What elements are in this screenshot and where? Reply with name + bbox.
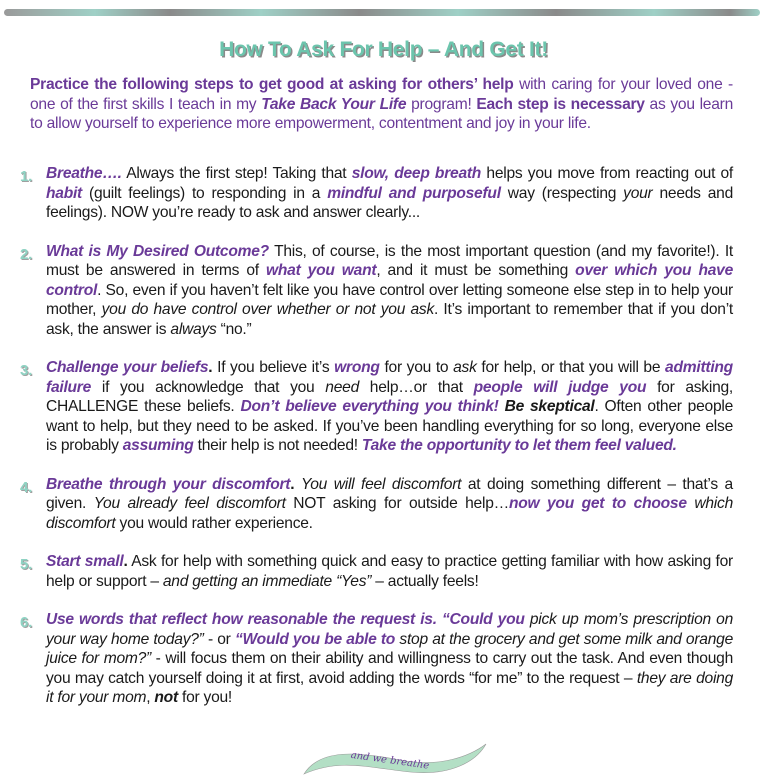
emphasis-text: admitting failure <box>46 359 733 396</box>
body-text: NOT asking for outside help… <box>285 495 509 512</box>
emphasis-text: “Would you be able to <box>234 630 396 648</box>
body-text: . So, even if you haven’t felt like you have control over letting someone else step in to help your mother, <box>46 281 733 318</box>
italic-text: which discomfort <box>46 495 733 532</box>
body-text: - or <box>203 630 235 648</box>
body-text: for you! <box>177 689 232 706</box>
and-we-breathe-logo <box>300 738 490 778</box>
emphasis-text: wrong <box>334 359 380 376</box>
step-item <box>0 475 733 534</box>
step-number: 5. <box>20 556 33 573</box>
body-text: for help, or that you will be <box>476 359 666 376</box>
emphasis-text: Breathe through your discomfort <box>46 475 291 493</box>
body-text: helps you move from reacting out of <box>481 165 734 182</box>
emphasis-text: habit <box>46 184 82 202</box>
body-text: (guilt feelings) to responding in a <box>82 184 328 202</box>
emphasis-text: Take Back Your Life <box>261 95 407 113</box>
body-text: , and it must be something <box>376 262 576 279</box>
emphasis-text: Take the opportunity to let them feel valued. <box>361 437 677 454</box>
body-text: you would rather experience. <box>115 514 313 532</box>
body-text: with caring for your loved one - one of the first skills I teach in my <box>30 76 733 113</box>
italic-text: ask <box>453 359 477 376</box>
intro-paragraph <box>30 75 733 134</box>
body-text: - will focus them on their ability and willingness to carry out the task. And even though you may catch yourself doing it at first, avoid adding the words “for me” to the request – <box>46 650 733 687</box>
decorative-top-bar <box>4 9 760 16</box>
emphasis-text: Practice the following steps to get good at asking for others’ help <box>30 76 514 93</box>
body-text: Always the first step! Taking that <box>121 165 352 182</box>
body-text: help…or that <box>359 378 474 396</box>
step-item <box>0 610 733 708</box>
emphasis-text: What is My Desired Outcome? <box>46 242 269 260</box>
emphasis-text: Each step is necessary <box>476 95 645 113</box>
italic-text: you do have control over whether or not you ask <box>101 301 434 318</box>
italic-text: your <box>623 184 653 202</box>
body-text <box>294 476 301 493</box>
body-text: for you to <box>379 359 454 376</box>
italic-text: always <box>170 320 217 338</box>
body-text: needs and feelings). NOW you’re ready to ask and answer clearly... <box>46 184 733 221</box>
emphasis-text: “Could you <box>441 611 525 628</box>
svg-text:and we breathe: and we breathe <box>350 749 430 772</box>
emphasis-text: Be skeptical <box>504 398 595 415</box>
italic-text: need <box>325 378 359 396</box>
step-item <box>0 242 733 340</box>
body-text: as you learn to allow yourself to experience more empowerment, contentment and joy in your life. <box>30 95 733 132</box>
emphasis-text: . <box>208 359 213 376</box>
step-number: 6. <box>20 614 33 631</box>
body-text: . It’s important to remember that if you don’t ask, the answer is <box>46 301 733 338</box>
step-number: 3. <box>20 362 33 379</box>
body-text: way (respecting <box>500 184 624 202</box>
body-text: at doing something different – that’s a given. <box>46 475 733 512</box>
body-text: – actually feels! <box>371 572 479 590</box>
body-text: This, of course, is the most important question (and my favorite!). It must be answered in terms of <box>46 242 733 279</box>
emphasis-text: not <box>154 689 178 706</box>
step-item <box>0 358 733 456</box>
body-text: “no.” <box>216 320 252 338</box>
italic-text: stop at the grocery and get some milk and orange juice for mom?” <box>46 630 733 667</box>
body-text: , <box>146 689 155 706</box>
step-number: 2. <box>20 245 33 263</box>
steps-list <box>0 164 767 727</box>
body-text: program! <box>406 95 477 113</box>
body-text: Ask for help with something quick and easy to practice getting familiar with how asking for help or support – <box>46 553 733 590</box>
italic-text: they are doing it for your mom <box>46 669 733 706</box>
italic-text: You already feel discomfort <box>93 495 286 512</box>
emphasis-text: now you get to choose <box>508 495 687 512</box>
emphasis-text: over which you have control <box>46 262 733 299</box>
emphasis-text: slow, deep breath <box>351 165 482 182</box>
body-text: If you believe it’s <box>212 359 335 376</box>
step-item <box>0 164 733 223</box>
emphasis-text: Use words that reflect how reasonable the request is. <box>46 611 437 628</box>
emphasis-text: assuming <box>122 437 194 454</box>
emphasis-text: Don’t believe everything you think! <box>240 398 499 415</box>
emphasis-text: Challenge your beliefs <box>46 359 209 376</box>
step-item <box>0 552 733 591</box>
italic-text: pick up mom’s prescription on your way home today?” <box>46 611 733 648</box>
emphasis-text: mindful and purposeful <box>327 184 501 202</box>
body-text: if you acknowledge that you <box>91 378 326 396</box>
emphasis-text: what you want <box>266 262 377 279</box>
page-title: How To Ask For Help – And Get It! <box>219 38 548 61</box>
emphasis-text: people will judge you <box>473 378 647 396</box>
body-text: their help is not needed! <box>193 437 362 454</box>
step-number: 4. <box>20 478 33 496</box>
italic-text: and getting an immediate “Yes” <box>162 572 372 590</box>
body-text: . Often other people want to help, but they need to be asked. If you’ve been handling everything for so long, everyone else is probably <box>46 398 734 454</box>
emphasis-text: . <box>123 553 128 570</box>
emphasis-text: Breathe…. <box>46 165 122 182</box>
body-text: for asking, CHALLENGE these beliefs. <box>46 378 733 415</box>
step-number: 1. <box>20 168 33 185</box>
emphasis-text: . <box>290 475 295 493</box>
italic-text: You will feel discomfort <box>300 475 462 493</box>
emphasis-text: Start small <box>46 553 124 570</box>
